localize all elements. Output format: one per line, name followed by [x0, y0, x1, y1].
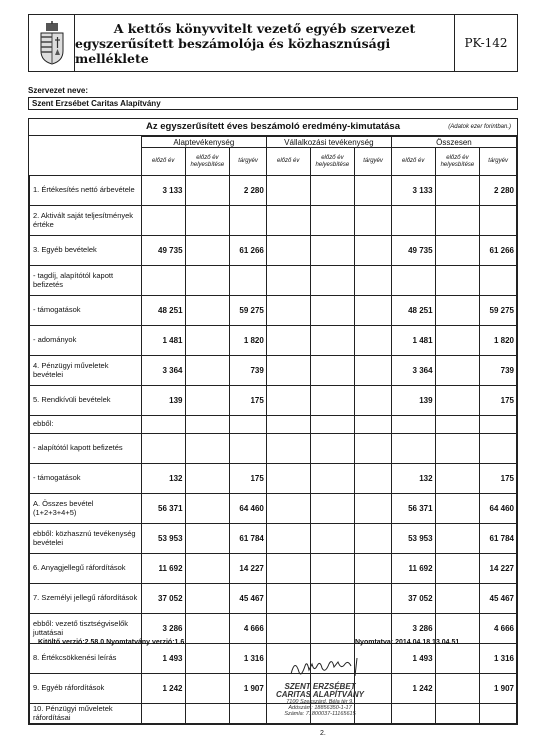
form-title-line2: egyszerűsített beszámolója és közhasznúsági melléklete: [75, 35, 391, 66]
value-cell: [266, 236, 310, 266]
value-cell: [266, 266, 310, 296]
value-cell: [185, 416, 230, 434]
value-cell: [310, 206, 355, 236]
value-cell: [185, 236, 230, 266]
value-cell: [185, 266, 230, 296]
value-cell: [480, 266, 517, 296]
row-label: - támogatások: [30, 464, 142, 494]
table-row: [30, 386, 517, 416]
value-cell: 1 242: [391, 674, 435, 704]
column-subheader: előző év helyesbítése: [435, 148, 480, 176]
value-cell: [435, 416, 480, 434]
value-cell: [355, 206, 392, 236]
table-row: [30, 416, 517, 434]
value-cell: 739: [230, 356, 267, 386]
table-row: [30, 554, 517, 584]
stamp-line: SZENT ERZSÉBET: [284, 682, 356, 691]
value-cell: 1 907: [230, 674, 267, 704]
value-cell: 1 481: [391, 326, 435, 356]
value-cell: [435, 524, 480, 554]
organization-label: Szervezet neve:: [28, 86, 89, 95]
value-cell: [435, 644, 480, 674]
value-cell: [185, 494, 230, 524]
value-cell: [310, 494, 355, 524]
value-cell: 175: [230, 464, 267, 494]
value-cell: [185, 464, 230, 494]
value-cell: 61 266: [230, 236, 267, 266]
value-cell: [355, 356, 392, 386]
value-cell: [141, 434, 185, 464]
value-cell: 37 052: [141, 584, 185, 614]
value-cell: 61 784: [230, 524, 267, 554]
value-cell: 1 481: [141, 326, 185, 356]
value-cell: [355, 416, 392, 434]
value-cell: [310, 416, 355, 434]
value-cell: [435, 554, 480, 584]
column-subheader: tárgyév: [480, 148, 517, 176]
column-subheader: előző év: [141, 148, 185, 176]
row-label: 6. Anyagjellegű ráfordítások: [30, 554, 142, 584]
row-label: A. Összes bevétel (1+2+3+4+5): [30, 494, 142, 524]
value-cell: [266, 206, 310, 236]
value-cell: 139: [141, 386, 185, 416]
value-cell: [141, 206, 185, 236]
value-cell: 61 784: [480, 524, 517, 554]
value-cell: [355, 326, 392, 356]
value-cell: [230, 206, 267, 236]
value-cell: 48 251: [391, 296, 435, 326]
row-label: 5. Rendkívüli bevételek: [30, 386, 142, 416]
value-cell: [310, 614, 355, 644]
value-cell: [185, 386, 230, 416]
row-label: 9. Egyéb ráfordítások: [30, 674, 142, 704]
value-cell: 175: [480, 464, 517, 494]
value-cell: [310, 434, 355, 464]
value-cell: [391, 704, 435, 724]
table-row: [30, 296, 517, 326]
form-title: [75, 15, 455, 71]
value-cell: 2 280: [230, 176, 267, 206]
row-label: ebből: vezető tisztségviselők juttatásai: [30, 614, 142, 644]
value-cell: [355, 524, 392, 554]
value-cell: [435, 494, 480, 524]
group-header: Összesen: [391, 137, 516, 148]
column-subheader: előző év: [391, 148, 435, 176]
value-cell: 132: [391, 464, 435, 494]
value-cell: [391, 434, 435, 464]
value-cell: [355, 236, 392, 266]
value-cell: [355, 494, 392, 524]
value-cell: 3 133: [391, 176, 435, 206]
value-cell: [266, 356, 310, 386]
column-subheader: előző év helyesbítése: [185, 148, 230, 176]
value-cell: [310, 236, 355, 266]
row-label: 4. Pénzügyi műveletek bevételei: [30, 356, 142, 386]
value-cell: [435, 386, 480, 416]
table-row: [30, 434, 517, 464]
page-number: 2.: [320, 730, 326, 737]
value-cell: [266, 494, 310, 524]
value-cell: [185, 434, 230, 464]
value-cell: 59 275: [480, 296, 517, 326]
row-label: 2. Aktivált saját teljesítmények értéke: [30, 206, 142, 236]
value-cell: [480, 206, 517, 236]
value-cell: 175: [230, 386, 267, 416]
form-code: PK-142: [464, 36, 508, 50]
value-cell: [355, 266, 392, 296]
value-cell: [435, 584, 480, 614]
value-cell: [230, 434, 267, 464]
unit-note: (Adatok ezer forintban.): [448, 124, 511, 130]
value-cell: 3 133: [141, 176, 185, 206]
value-cell: [435, 464, 480, 494]
form-title-line1: A kettős könyvvitelt vezető egyéb szervezet: [113, 20, 416, 36]
coat-of-arms-icon: [29, 15, 75, 71]
value-cell: 56 371: [141, 494, 185, 524]
value-cell: [310, 326, 355, 356]
value-cell: [310, 176, 355, 206]
row-label: - támogatások: [30, 296, 142, 326]
income-statement: [28, 118, 518, 725]
value-cell: 2 280: [480, 176, 517, 206]
value-cell: [310, 554, 355, 584]
value-cell: 64 460: [230, 494, 267, 524]
value-cell: 56 371: [391, 494, 435, 524]
value-cell: 1 820: [230, 326, 267, 356]
value-cell: [141, 266, 185, 296]
value-cell: [435, 176, 480, 206]
value-cell: [310, 584, 355, 614]
value-cell: [185, 524, 230, 554]
value-cell: 3 364: [391, 356, 435, 386]
value-cell: [185, 644, 230, 674]
value-cell: [480, 434, 517, 464]
value-cell: [185, 176, 230, 206]
value-cell: [266, 416, 310, 434]
value-cell: [185, 674, 230, 704]
value-cell: 3 286: [141, 614, 185, 644]
row-label: 1. Értékesítés nettó árbevétele: [30, 176, 142, 206]
value-cell: [435, 236, 480, 266]
value-cell: 14 227: [480, 554, 517, 584]
organization-name-field: Szent Erzsébet Caritas Alapítvány: [28, 97, 518, 110]
column-subheader: előző év: [266, 148, 310, 176]
value-cell: [266, 584, 310, 614]
value-cell: [435, 434, 480, 464]
value-cell: 4 666: [230, 614, 267, 644]
row-label: - alapítótól kapott befizetés: [30, 434, 142, 464]
row-label: - adományok: [30, 326, 142, 356]
value-cell: 139: [391, 386, 435, 416]
value-cell: 49 735: [391, 236, 435, 266]
signature: [285, 652, 375, 682]
value-cell: 45 467: [230, 584, 267, 614]
row-label: - tagdíj, alapítótól kapott befizetés: [30, 266, 142, 296]
value-cell: [141, 416, 185, 434]
value-cell: [310, 524, 355, 554]
value-cell: [266, 386, 310, 416]
value-cell: 132: [141, 464, 185, 494]
value-cell: 175: [480, 386, 517, 416]
value-cell: [185, 584, 230, 614]
value-cell: 48 251: [141, 296, 185, 326]
value-cell: [391, 266, 435, 296]
value-cell: [355, 434, 392, 464]
value-cell: [266, 176, 310, 206]
row-label: 7. Személyi jellegű ráfordítások: [30, 584, 142, 614]
value-cell: 64 460: [480, 494, 517, 524]
value-cell: 3 364: [141, 356, 185, 386]
table-row: [30, 464, 517, 494]
value-cell: [310, 266, 355, 296]
value-cell: [310, 356, 355, 386]
value-cell: [355, 584, 392, 614]
table-row: [30, 236, 517, 266]
value-cell: [230, 266, 267, 296]
value-cell: [480, 704, 517, 724]
column-subheader: előző év helyesbítése: [310, 148, 355, 176]
value-cell: 739: [480, 356, 517, 386]
row-label: 10. Pénzügyi műveletek ráfordításai: [30, 704, 142, 724]
value-cell: 49 735: [141, 236, 185, 266]
value-cell: 1 493: [391, 644, 435, 674]
row-label: 3. Egyéb bevételek: [30, 236, 142, 266]
group-header: Alaptevékenység: [141, 137, 266, 148]
value-cell: [355, 296, 392, 326]
table-row: [30, 266, 517, 296]
table-row: [30, 206, 517, 236]
value-cell: 53 953: [391, 524, 435, 554]
value-cell: [435, 266, 480, 296]
value-cell: [310, 296, 355, 326]
value-cell: 1 493: [141, 644, 185, 674]
value-cell: 53 953: [141, 524, 185, 554]
value-cell: [266, 464, 310, 494]
value-cell: [480, 416, 517, 434]
corner-cell: [30, 137, 142, 176]
income-statement-table: [29, 136, 517, 724]
value-cell: [435, 674, 480, 704]
table-row: [30, 494, 517, 524]
value-cell: 1 820: [480, 326, 517, 356]
table-row: [30, 524, 517, 554]
stamp-account: Számla: 71800037-11165615: [284, 711, 356, 717]
value-cell: 1 242: [141, 674, 185, 704]
value-cell: 4 666: [480, 614, 517, 644]
stamp-tax-number: Adószám: 18856350-1-17: [288, 705, 352, 711]
value-cell: 11 692: [391, 554, 435, 584]
value-cell: [355, 176, 392, 206]
value-cell: [435, 206, 480, 236]
value-cell: [266, 524, 310, 554]
stamp-address: 7100 Szekszárd, Béla tér 9.: [286, 699, 354, 705]
print-timestamp: Nyomtatva: 2014.04.18 13.04.51: [355, 639, 460, 646]
version-info: Kitöltő verzió:2.58.0 Nyomtatvány verzió:1.6: [38, 639, 185, 646]
value-cell: [355, 386, 392, 416]
value-cell: [355, 464, 392, 494]
value-cell: 61 266: [480, 236, 517, 266]
column-subheader: tárgyév: [230, 148, 267, 176]
value-cell: [185, 296, 230, 326]
value-cell: [355, 554, 392, 584]
value-cell: [310, 386, 355, 416]
value-cell: 1 316: [480, 644, 517, 674]
form-header: [28, 14, 518, 72]
value-cell: [435, 356, 480, 386]
value-cell: [266, 326, 310, 356]
table-row: [30, 356, 517, 386]
value-cell: [185, 356, 230, 386]
value-cell: 1 316: [230, 644, 267, 674]
value-cell: 37 052: [391, 584, 435, 614]
value-cell: [435, 326, 480, 356]
report-title: Az egyszerűsített éves beszámoló eredmény-kimutatása: [146, 121, 400, 132]
value-cell: 14 227: [230, 554, 267, 584]
value-cell: [310, 464, 355, 494]
value-cell: [185, 704, 230, 724]
value-cell: [391, 206, 435, 236]
value-cell: 1 907: [480, 674, 517, 704]
value-cell: [266, 434, 310, 464]
value-cell: [266, 554, 310, 584]
value-cell: 59 275: [230, 296, 267, 326]
value-cell: [391, 416, 435, 434]
value-cell: 11 692: [141, 554, 185, 584]
value-cell: [185, 554, 230, 584]
value-cell: [185, 614, 230, 644]
value-cell: [230, 416, 267, 434]
value-cell: [435, 296, 480, 326]
row-label: ebből: közhasznú tevékenység bevételei: [30, 524, 142, 554]
value-cell: [141, 704, 185, 724]
organization-stamp: [250, 682, 390, 717]
report-title-row: [29, 119, 517, 136]
value-cell: [185, 326, 230, 356]
stamp-line: CARITAS ALAPÍTVÁNY: [276, 690, 364, 699]
value-cell: 45 467: [480, 584, 517, 614]
row-label: ebből:: [30, 416, 142, 434]
row-label: 8. Értékcsökkenési leírás: [30, 644, 142, 674]
value-cell: [435, 704, 480, 724]
value-cell: [185, 206, 230, 236]
table-row: [30, 584, 517, 614]
table-row: [30, 176, 517, 206]
value-cell: [266, 296, 310, 326]
value-cell: [266, 614, 310, 644]
value-cell: 3 286: [391, 614, 435, 644]
column-subheader: tárgyév: [355, 148, 392, 176]
table-row: [30, 644, 517, 674]
table-row: [30, 326, 517, 356]
group-header: Vállalkozási tevékenység: [266, 137, 391, 148]
